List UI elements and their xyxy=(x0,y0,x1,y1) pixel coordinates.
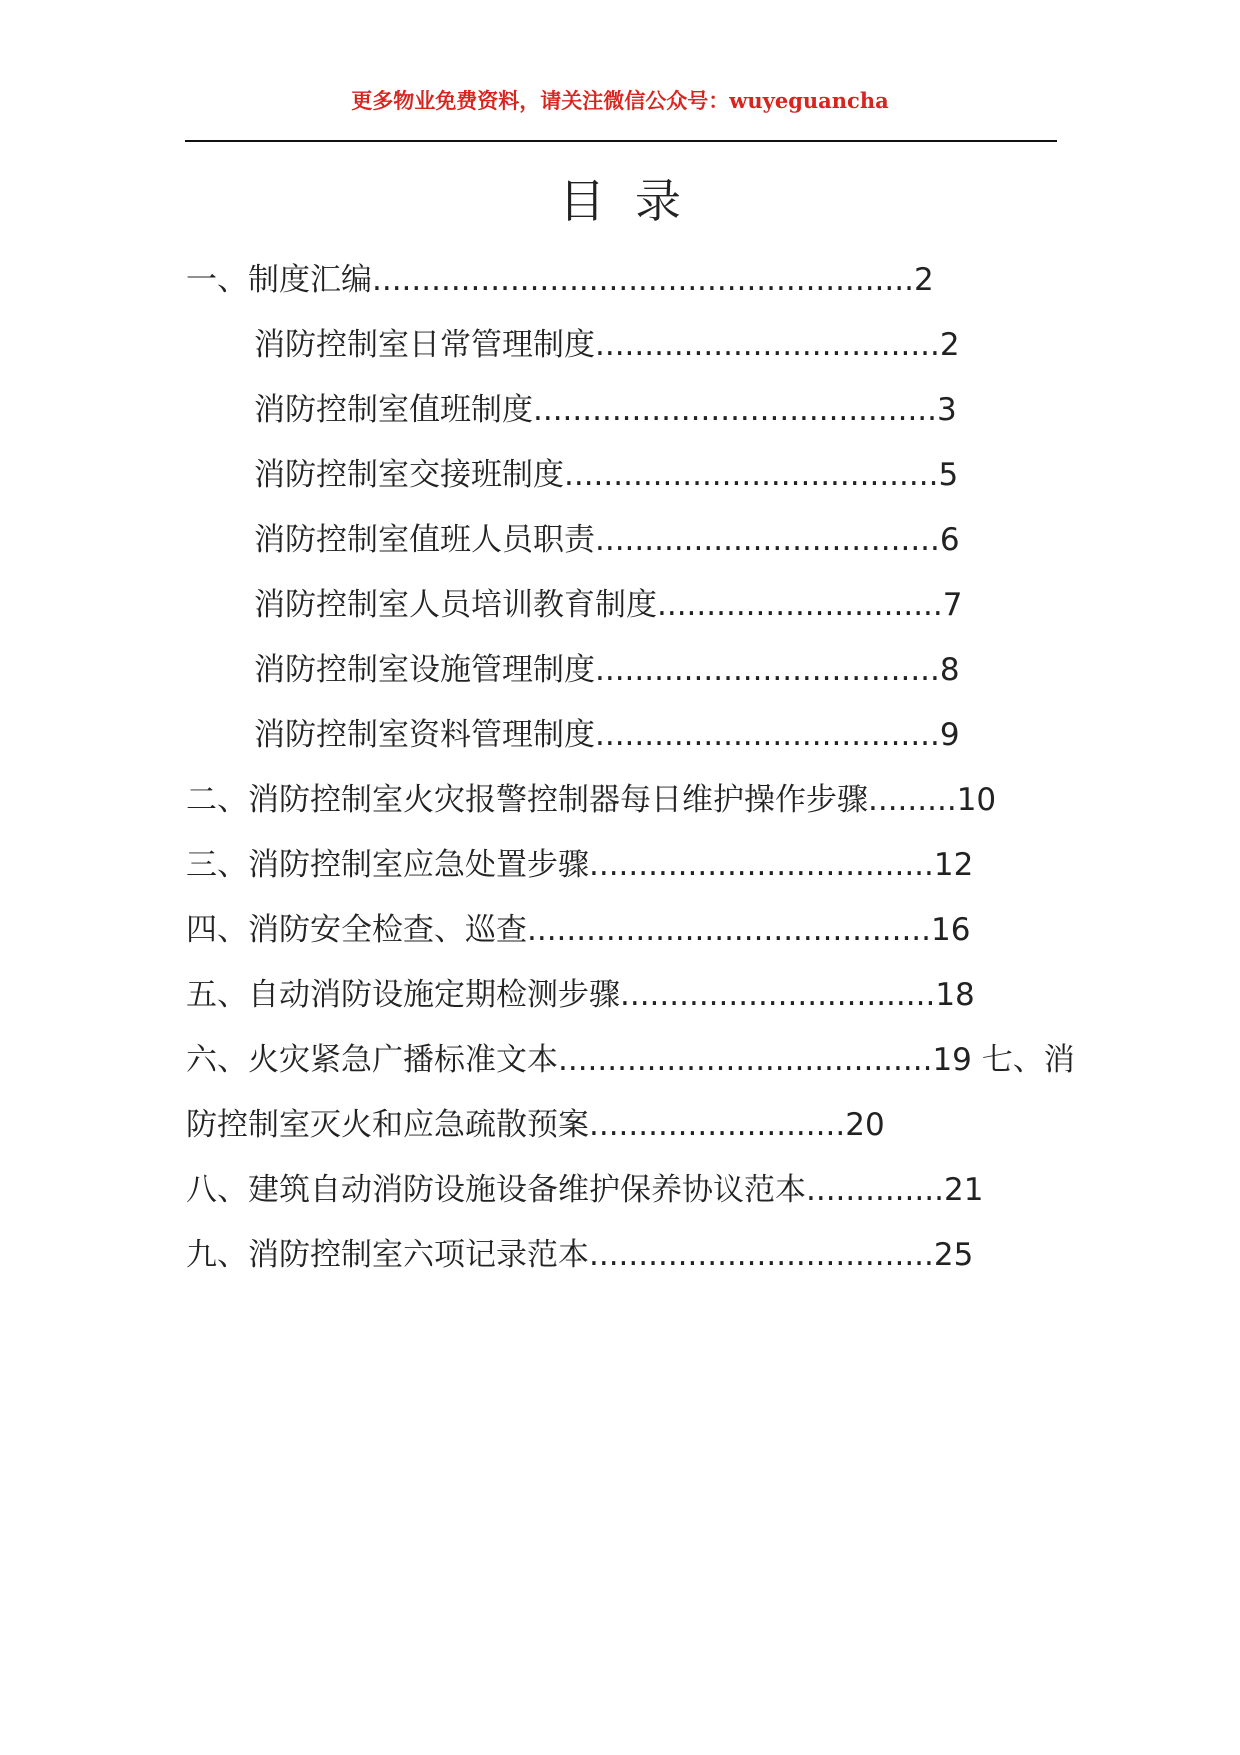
toc-entry-7[interactable] xyxy=(186,643,1056,708)
toc-entry-page: 9 xyxy=(939,717,960,753)
toc-entry-title: 消防控制室人员培训教育制度 xyxy=(254,587,657,623)
toc-entry-leader: ...................................... xyxy=(564,457,939,493)
toc-title: 目录 xyxy=(559,174,711,228)
toc-entry-title: 四、消防安全检查、巡查 xyxy=(186,912,527,948)
toc-entry-tail: 七、消 xyxy=(971,1042,1075,1078)
toc-entry-page: 8 xyxy=(939,652,960,688)
toc-entry-page: 2 xyxy=(913,262,934,298)
header-note xyxy=(0,86,1240,116)
header-note-account: wuyeguancha xyxy=(729,88,889,113)
toc-entry-2[interactable] xyxy=(186,318,1056,383)
toc-entry-8[interactable] xyxy=(186,708,1056,773)
toc-entry-page: 18 xyxy=(935,977,975,1013)
toc-entry-title: 消防控制室资料管理制度 xyxy=(254,717,595,753)
toc-entry-title: 消防控制室值班制度 xyxy=(254,392,533,428)
toc-entry-title: 一、制度汇编 xyxy=(186,262,372,298)
toc-entry-leader: ................................ xyxy=(620,977,936,1013)
toc-entry-page: 3 xyxy=(937,392,957,428)
toc-entry-9[interactable] xyxy=(186,773,1056,838)
toc-entry-leader: .............. xyxy=(806,1172,944,1208)
toc-entry-title: 消防控制室交接班制度 xyxy=(254,457,564,493)
toc-entry-title: 九、消防控制室六项记录范本 xyxy=(186,1237,589,1273)
toc-entry-leader: ................................... xyxy=(589,847,934,883)
header-rule xyxy=(185,140,1057,142)
toc-entry-13[interactable] xyxy=(186,1033,1075,1098)
toc-entry-4[interactable] xyxy=(186,448,1056,513)
toc-entry-page: 25 xyxy=(933,1237,974,1273)
toc-entry-page: 10 xyxy=(956,782,997,818)
toc-entry-leader: ............................. xyxy=(657,587,943,623)
toc-entry-6[interactable] xyxy=(186,578,1056,643)
toc-entry-5[interactable] xyxy=(186,513,1056,578)
toc-entry-leader: ................................... xyxy=(595,652,940,688)
toc-entry-leader: ...................................... xyxy=(558,1042,933,1078)
toc-entry-leader: ................................... xyxy=(595,717,940,753)
toc-entry-leader: .......................... xyxy=(589,1107,846,1143)
toc-entry-leader: ................................... xyxy=(589,1237,934,1273)
table-of-contents xyxy=(186,253,1075,1293)
toc-entry-leader: ......................................... xyxy=(527,912,932,948)
toc-entry-leader: ....................................................... xyxy=(372,262,914,298)
toc-entry-leader: ......... xyxy=(868,782,957,818)
toc-entry-title: 消防控制室日常管理制度 xyxy=(254,327,595,363)
toc-entry-1[interactable] xyxy=(186,253,1056,318)
toc-entry-title: 五、自动消防设施定期检测步骤 xyxy=(186,977,620,1013)
toc-entry-title: 防控制室灭火和应急疏散预案 xyxy=(186,1107,589,1143)
toc-entry-title: 消防控制室设施管理制度 xyxy=(254,652,595,688)
toc-entry-leader: ................................... xyxy=(595,522,940,558)
toc-entry-leader: ................................... xyxy=(595,327,940,363)
toc-entry-page: 12 xyxy=(933,847,974,883)
toc-entry-page: 2 xyxy=(939,327,960,363)
toc-entry-14[interactable] xyxy=(186,1098,1056,1163)
toc-entry-15[interactable] xyxy=(186,1163,1056,1228)
toc-entry-page: 16 xyxy=(931,912,971,948)
header-note-text: 更多物业免费资料，请关注微信公众号： xyxy=(351,88,730,113)
toc-entry-title: 六、火灾紧急广播标准文本 xyxy=(186,1042,558,1078)
toc-entry-10[interactable] xyxy=(186,838,1056,903)
toc-entry-page: 5 xyxy=(938,457,959,493)
toc-entry-page: 7 xyxy=(942,587,963,623)
toc-entry-leader: ......................................... xyxy=(533,392,938,428)
toc-entry-3[interactable] xyxy=(186,383,1056,448)
toc-entry-page: 21 xyxy=(943,1172,984,1208)
toc-entry-title: 二、消防控制室火灾报警控制器每日维护操作步骤 xyxy=(186,782,868,818)
toc-entry-page: 20 xyxy=(845,1107,885,1143)
toc-entry-11[interactable] xyxy=(186,903,1056,968)
toc-entry-title: 三、消防控制室应急处置步骤 xyxy=(186,847,589,883)
toc-entry-12[interactable] xyxy=(186,968,1056,1033)
toc-entry-page: 19 xyxy=(932,1042,972,1078)
toc-entry-16[interactable] xyxy=(186,1228,1056,1293)
toc-entry-page: 6 xyxy=(939,522,960,558)
toc-entry-title: 消防控制室值班人员职责 xyxy=(254,522,595,558)
toc-entry-title: 八、建筑自动消防设施设备维护保养协议范本 xyxy=(186,1172,806,1208)
